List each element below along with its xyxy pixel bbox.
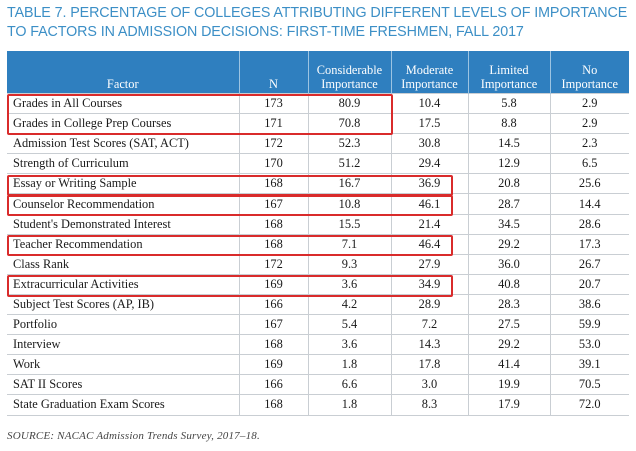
table-row <box>7 335 629 355</box>
cell-considerable: 3.6 <box>308 335 391 355</box>
cell-moderate: 7.2 <box>391 315 468 335</box>
cell-moderate: 17.8 <box>391 355 468 375</box>
table-title <box>7 4 629 42</box>
header-factor: Factor <box>7 51 239 94</box>
source-note: SOURCE: NACAC Admission Trends Survey, 2017–18. <box>7 430 260 442</box>
header-limited-importance: Limited Importance <box>468 51 550 94</box>
cell-n: 170 <box>239 154 308 174</box>
cell-no: 6.5 <box>550 154 629 174</box>
cell-considerable: 6.6 <box>308 375 391 395</box>
admission-factors-table <box>7 51 629 416</box>
cell-factor: Interview <box>7 335 239 355</box>
cell-n: 166 <box>239 294 308 314</box>
cell-moderate: 36.9 <box>391 174 468 194</box>
cell-factor: Teacher Recommendation <box>7 234 239 254</box>
cell-considerable: 1.8 <box>308 355 391 375</box>
cell-limited: 27.5 <box>468 315 550 335</box>
cell-n: 168 <box>239 214 308 234</box>
cell-n: 169 <box>239 274 308 294</box>
table-row <box>7 174 629 194</box>
header-n: N <box>239 51 308 94</box>
cell-n: 168 <box>239 174 308 194</box>
table-row <box>7 355 629 375</box>
cell-considerable: 70.8 <box>308 114 391 134</box>
cell-no: 72.0 <box>550 395 629 415</box>
cell-limited: 19.9 <box>468 375 550 395</box>
cell-no: 2.9 <box>550 94 629 114</box>
cell-n: 173 <box>239 94 308 114</box>
cell-considerable: 15.5 <box>308 214 391 234</box>
cell-factor: Grades in All Courses <box>7 94 239 114</box>
cell-no: 70.5 <box>550 375 629 395</box>
cell-n: 171 <box>239 114 308 134</box>
cell-limited: 41.4 <box>468 355 550 375</box>
cell-moderate: 29.4 <box>391 154 468 174</box>
cell-factor: Admission Test Scores (SAT, ACT) <box>7 134 239 154</box>
cell-limited: 34.5 <box>468 214 550 234</box>
cell-n: 167 <box>239 315 308 335</box>
cell-limited: 29.2 <box>468 234 550 254</box>
cell-considerable: 4.2 <box>308 294 391 314</box>
admission-factors-table-container <box>7 51 629 416</box>
cell-moderate: 30.8 <box>391 134 468 154</box>
cell-factor: Counselor Recommendation <box>7 194 239 214</box>
cell-moderate: 21.4 <box>391 214 468 234</box>
cell-factor: Subject Test Scores (AP, IB) <box>7 294 239 314</box>
cell-factor: Class Rank <box>7 254 239 274</box>
cell-no: 17.3 <box>550 234 629 254</box>
cell-no: 14.4 <box>550 194 629 214</box>
table-row <box>7 395 629 415</box>
cell-factor: Grades in College Prep Courses <box>7 114 239 134</box>
cell-no: 38.6 <box>550 294 629 314</box>
cell-limited: 28.3 <box>468 294 550 314</box>
cell-no: 26.7 <box>550 254 629 274</box>
cell-n: 169 <box>239 355 308 375</box>
cell-considerable: 51.2 <box>308 154 391 174</box>
table-row <box>7 154 629 174</box>
table-title-line-2: TO FACTORS IN ADMISSION DECISIONS: FIRST-TIME FRESHMEN, FALL 2017 <box>7 24 524 40</box>
cell-factor: Portfolio <box>7 315 239 335</box>
cell-moderate: 27.9 <box>391 254 468 274</box>
table-row <box>7 114 629 134</box>
cell-limited: 5.8 <box>468 94 550 114</box>
cell-factor: Student's Demonstrated Interest <box>7 214 239 234</box>
cell-considerable: 80.9 <box>308 94 391 114</box>
table-row <box>7 94 629 114</box>
cell-factor: Essay or Writing Sample <box>7 174 239 194</box>
cell-considerable: 52.3 <box>308 134 391 154</box>
cell-considerable: 1.8 <box>308 395 391 415</box>
cell-limited: 8.8 <box>468 114 550 134</box>
cell-n: 168 <box>239 234 308 254</box>
cell-limited: 12.9 <box>468 154 550 174</box>
cell-considerable: 5.4 <box>308 315 391 335</box>
table-row <box>7 254 629 274</box>
cell-limited: 28.7 <box>468 194 550 214</box>
table-title-line-1: TABLE 7. PERCENTAGE OF COLLEGES ATTRIBUTING DIFFERENT LEVELS OF IMPORTANCE <box>7 5 628 21</box>
cell-limited: 20.8 <box>468 174 550 194</box>
cell-moderate: 17.5 <box>391 114 468 134</box>
table-header-row <box>7 51 629 94</box>
table-row <box>7 234 629 254</box>
cell-moderate: 28.9 <box>391 294 468 314</box>
header-considerable-importance: Considerable Importance <box>308 51 391 94</box>
cell-n: 172 <box>239 134 308 154</box>
cell-limited: 14.5 <box>468 134 550 154</box>
cell-no: 20.7 <box>550 274 629 294</box>
cell-moderate: 8.3 <box>391 395 468 415</box>
cell-factor: Extracurricular Activities <box>7 274 239 294</box>
cell-moderate: 46.4 <box>391 234 468 254</box>
header-no-importance: No Importance <box>550 51 629 94</box>
table-row <box>7 194 629 214</box>
cell-considerable: 16.7 <box>308 174 391 194</box>
cell-no: 39.1 <box>550 355 629 375</box>
cell-moderate: 3.0 <box>391 375 468 395</box>
header-moderate-importance: Moderate Importance <box>391 51 468 94</box>
cell-no: 53.0 <box>550 335 629 355</box>
cell-considerable: 3.6 <box>308 274 391 294</box>
cell-n: 168 <box>239 395 308 415</box>
table-row <box>7 375 629 395</box>
cell-limited: 29.2 <box>468 335 550 355</box>
cell-no: 28.6 <box>550 214 629 234</box>
cell-limited: 36.0 <box>468 254 550 274</box>
cell-no: 2.3 <box>550 134 629 154</box>
cell-no: 25.6 <box>550 174 629 194</box>
cell-factor: Strength of Curriculum <box>7 154 239 174</box>
table-row <box>7 214 629 234</box>
cell-limited: 17.9 <box>468 395 550 415</box>
cell-considerable: 9.3 <box>308 254 391 274</box>
table-row <box>7 294 629 314</box>
cell-no: 59.9 <box>550 315 629 335</box>
cell-no: 2.9 <box>550 114 629 134</box>
cell-n: 167 <box>239 194 308 214</box>
cell-factor: State Graduation Exam Scores <box>7 395 239 415</box>
cell-n: 168 <box>239 335 308 355</box>
cell-moderate: 46.1 <box>391 194 468 214</box>
table-body <box>7 94 629 416</box>
cell-moderate: 34.9 <box>391 274 468 294</box>
table-row <box>7 315 629 335</box>
cell-considerable: 7.1 <box>308 234 391 254</box>
table-row <box>7 134 629 154</box>
cell-n: 166 <box>239 375 308 395</box>
cell-limited: 40.8 <box>468 274 550 294</box>
table-row <box>7 274 629 294</box>
cell-factor: SAT II Scores <box>7 375 239 395</box>
cell-factor: Work <box>7 355 239 375</box>
cell-considerable: 10.8 <box>308 194 391 214</box>
cell-moderate: 10.4 <box>391 94 468 114</box>
cell-moderate: 14.3 <box>391 335 468 355</box>
cell-n: 172 <box>239 254 308 274</box>
